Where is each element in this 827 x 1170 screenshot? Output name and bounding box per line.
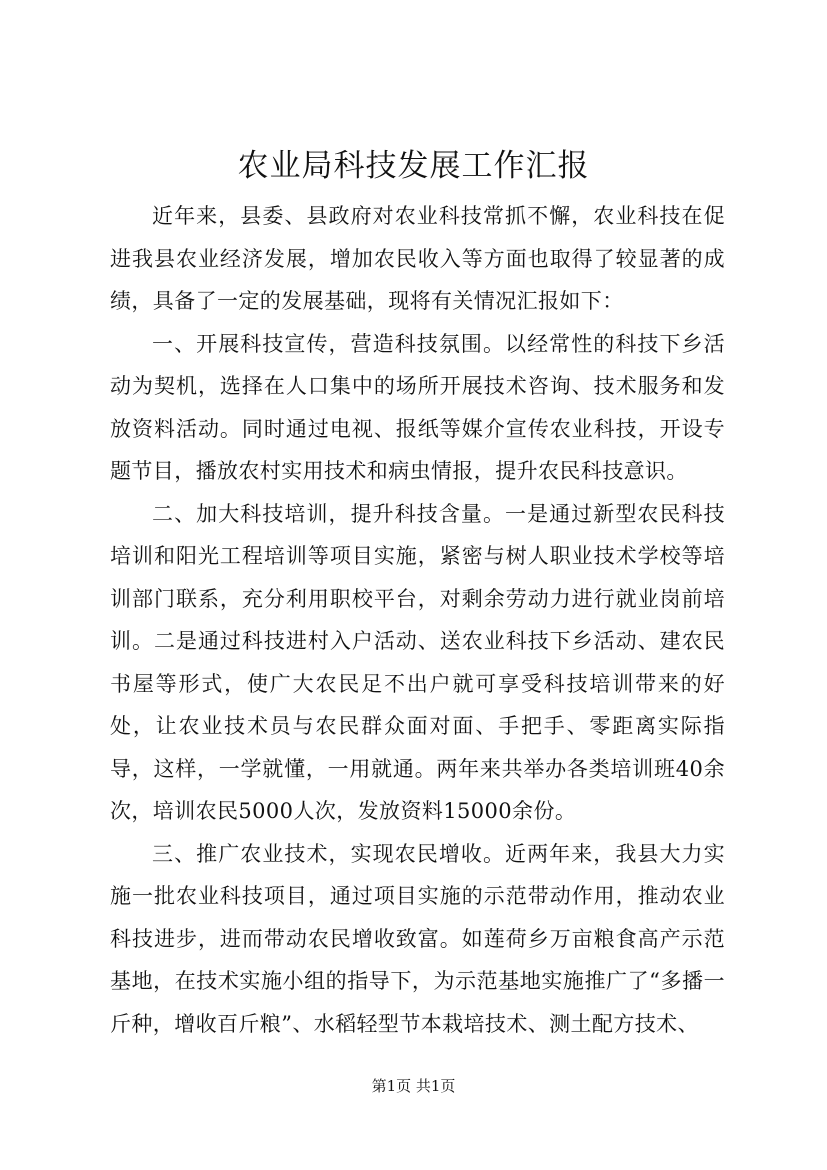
- document-body: [110, 195, 725, 1045]
- document-title: 农业局科技发展工作汇报: [237, 148, 590, 184]
- paragraph-section-3: 三、推广农业技术，实现农民增收。近两年来，我县大力实施一批农业科技项目，通过项目实施的示范带动作用，推动农业科技进步，进而带动农民增收致富。如莲荷乡万亩粮食高产示范基地，在技术实施小组的指导下，为示范基地实施推广了“多播一斤种，增收百斤粮”、水稻轻型节本栽培技术、测土配方技术、: [110, 841, 725, 1036]
- paragraph-section-1: 一、开展科技宣传，营造科技氛围。以经常性的科技下乡活动为契机，选择在人口集中的场所开展技术咨询、技术服务和发放资料活动。同时通过电视、报纸等媒介宣传农业科技，开设专题节目，播放农村实用技术和病虫情报，提升农民科技意识。: [110, 331, 725, 483]
- paragraph-section-2: 二、加大科技培训，提升科技含量。一是通过新型农民科技培训和阳光工程培训等项目实施，紧密与树人职业技术学校等培训部门联系，充分利用职校平台，对剩余劳动力进行就业岗前培训。二是通过科技进村入户活动、送农业科技下乡活动、建农民书屋等形式，使广大农民足不出户就可享受科技培训带来的好处，让农业技术员与农民群众面对面、手把手、零距离实际指导，这样，一学就懂，一用就通。两年来共举办各类培训班40余次，培训农民5000人次，发放资料15000余份。: [110, 501, 725, 823]
- paragraph-intro: 近年来，县委、县政府对农业科技常抓不懈，农业科技在促进我县农业经济发展，增加农民收入等方面也取得了较显著的成绩，具备了一定的发展基础，现将有关情况汇报如下：: [110, 204, 725, 313]
- page-footer: 第1页 共1页: [371, 1077, 456, 1095]
